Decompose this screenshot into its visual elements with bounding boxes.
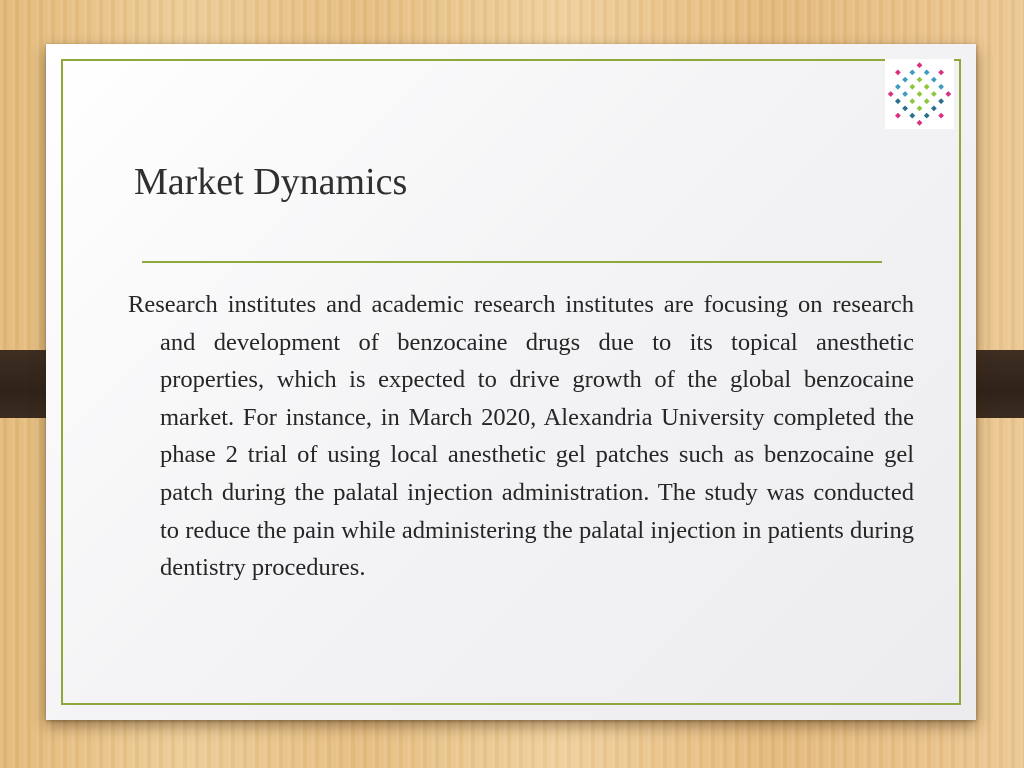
logo-dot [931, 77, 937, 83]
logo-dot [909, 70, 915, 76]
logo-dot [931, 106, 937, 112]
logo-dot [902, 77, 908, 83]
logo-dot [945, 91, 951, 97]
logo-dot [924, 70, 930, 76]
logo-dot [917, 77, 923, 83]
logo [885, 59, 954, 129]
logo-dot [917, 62, 923, 68]
logo-dot [924, 84, 930, 90]
title-divider [142, 261, 882, 263]
logo-dot [902, 106, 908, 112]
slide-title: Market Dynamics [134, 161, 408, 203]
logo-dot [888, 91, 894, 97]
logo-dot [931, 91, 937, 97]
logo-dot [938, 84, 944, 90]
slide-card [46, 44, 976, 720]
logo-dot [895, 84, 901, 90]
logo-dot [924, 113, 930, 119]
logo-dot [938, 98, 944, 104]
logo-dot [909, 84, 915, 90]
dotted-globe-logo-icon [885, 59, 954, 129]
logo-dot [909, 98, 915, 104]
logo-dot [895, 70, 901, 76]
logo-dot [917, 120, 923, 126]
logo-dot [895, 98, 901, 104]
slide-body-text: Research institutes and academic research institutes are focusing on research and development of benzocaine drugs due to its topical anesthetic properties, which is expected to drive growth of the global benzocaine market. For instance, in March 2020, Alexandria University completed the phase 2 trial of using local anesthetic gel patches such as benzocaine gel patch during the palatal injection administration. The study was conducted to reduce the pain while administering the palatal injection in patients during dentistry procedures. [128, 291, 914, 582]
logo-dot [902, 91, 908, 97]
logo-dot [917, 91, 923, 97]
logo-dot [938, 70, 944, 76]
logo-dot [909, 113, 915, 119]
logo-dot [917, 106, 923, 112]
logo-dot [924, 98, 930, 104]
logo-dot [895, 113, 901, 119]
logo-dot [938, 113, 944, 119]
